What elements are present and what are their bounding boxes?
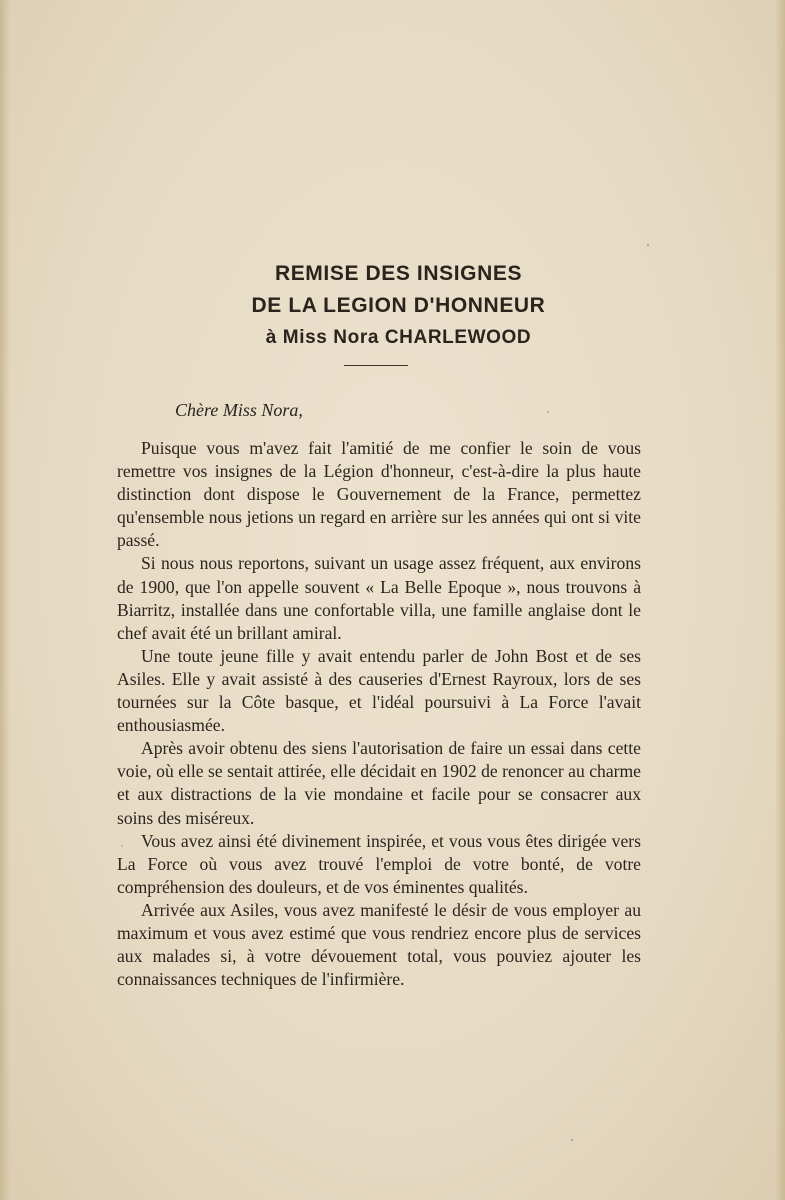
title-line-2: DE LA LEGION D'HONNEUR xyxy=(251,294,546,317)
paragraph: Arrivée aux Asiles, vous avez manifesté le désir de vous employer au maximum et vous avez estimé que vous rendriez encore plus de services aux malades si, à votre dévouement total, vous pouviez ajouter les connaissances techniques de l'infirmière. xyxy=(117,899,641,990)
page-right-edge xyxy=(775,0,785,1200)
title-divider xyxy=(344,365,408,366)
title-line-1: REMISE DES INSIGNES xyxy=(274,262,523,285)
paragraph: Une toute jeune fille y avait entendu parler de John Bost et de ses Asiles. Elle y avait assisté à des causeries d'Ernest Rayroux, lors de ses tournées sur la Côte basque, et l'idéal poursuivi à La Force l'avait enthousiasmée. xyxy=(117,645,641,736)
letter-body xyxy=(117,437,641,991)
paragraph: Après avoir obtenu des siens l'autorisation de faire un essai dans cette voie, où elle se sentait attirée, elle décidait en 1902 de renoncer au charme et aux distractions de la vie mondaine et facile pour se consacrer aux soins des miséreux. xyxy=(117,738,641,828)
salutation: Chère Miss Nora, xyxy=(175,400,303,420)
paragraph: Puisque vous m'avez fait l'amitié de me confier le soin de vous remettre vos insignes de la Légion d'honneur, c'est-à-dire la plus haute distinction dont dispose le Gouvernement de la France, permettez qu'ensemble nous jetions un regard en arrière sur les années qui ont si vite passé. xyxy=(117,438,641,551)
document-title xyxy=(0,258,785,354)
title-line-3: à Miss Nora CHARLEWOOD xyxy=(265,327,532,348)
page-left-edge xyxy=(0,0,10,1200)
paragraph: Vous avez ainsi été divinement inspirée, et vous vous êtes dirigée vers La Force où vous avez trouvé l'emploi de votre bonté, de votre compréhension des douleurs, et de vos éminentes qualités. xyxy=(117,830,641,897)
paragraph: Si nous nous reportons, suivant un usage assez fréquent, aux environs de 1900, que l'on appelle souvent « La Belle Epoque », nous trouvons à Biarritz, installée dans une confortable villa, une famille anglaise dont le chef avait été un brillant amiral. xyxy=(117,553,641,643)
